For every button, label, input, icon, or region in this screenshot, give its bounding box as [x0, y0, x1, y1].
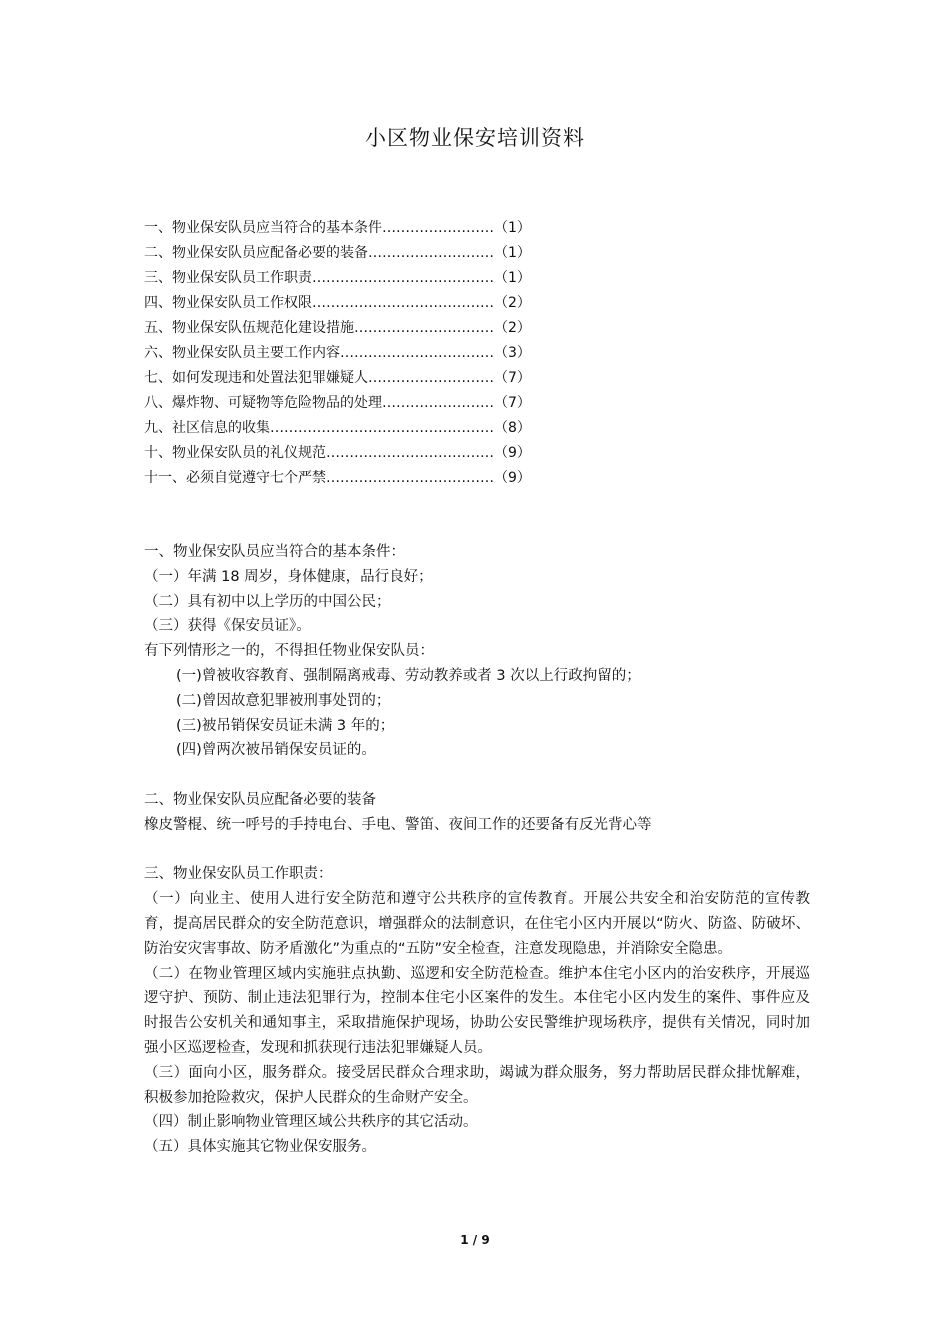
toc-entry[interactable]: 七、如何发现违和处置法犯罪嫌疑人………………………（7） [144, 370, 531, 386]
list-item: （二）具有初中以上学历的中国公民； [144, 593, 391, 610]
document-title: 小区物业保安培训资料 [365, 126, 585, 150]
toc-entry[interactable]: 五、物业保安队伍规范化建设措施…………………………（2） [144, 320, 531, 336]
document-body [144, 540, 810, 1160]
paragraph-gap [144, 838, 810, 863]
sub-list-item: (二)曾因故意犯罪被刑事处罚的； [176, 692, 391, 709]
toc-entry[interactable]: 一、物业保安队员应当符合的基本条件……………………（1） [144, 220, 531, 236]
page-number: 1 / 9 [460, 1233, 490, 1247]
paragraph-gap [144, 763, 810, 788]
list-item: （三）获得《保安员证》。 [144, 618, 311, 635]
list-item: （一）年满 18 周岁，身体健康，品行良好； [144, 568, 433, 585]
table-of-contents [144, 216, 804, 491]
paragraph: （四）制止影响物业管理区域公共秩序的其它活动。 [144, 1114, 478, 1131]
toc-entry[interactable]: 十、物业保安队员的礼仪规范………………………………（9） [144, 445, 531, 461]
section-heading: 一、物业保安队员应当符合的基本条件： [144, 544, 405, 560]
section-heading: 三、物业保安队员工作职责： [144, 866, 333, 883]
toc-entry[interactable]: 四、物业保安队员工作权限…………………………………（2） [144, 295, 531, 311]
paragraph: 橡皮警棍、统一呼号的手持电台、手电、警笛、夜间工作的还要备有反光背心等 [144, 816, 652, 833]
paragraph: （一）向业主、使用人进行安全防范和遵守公共秩序的宣传教育。开展公共安全和治安防范的宣传教育，提高居民群众的安全防范意识，增强群众的法制意识，在住宅小区内开展以“防火、防盗、防破坏、防治安灾害事故、防矛盾激化”为重点的“五防”安全检查，注意发现隐患，并消除安全隐患。 [144, 891, 810, 957]
toc-entry[interactable]: 六、物业保安队员主要工作内容……………………………（3） [144, 345, 531, 361]
toc-entry[interactable]: 三、物业保安队员工作职责…………………………………（1） [144, 270, 531, 286]
sub-list-item: (三)被吊销保安员证未满 3 年的； [176, 717, 395, 734]
sub-list-item: (四)曾两次被吊销保安员证的。 [176, 742, 376, 759]
paragraph: （二）在物业管理区域内实施驻点执勤、巡逻和安全防范检查。维护本住宅小区内的治安秩序，开展巡逻守护、预防、制止违法犯罪行为，控制本住宅小区案件的发生。本住宅小区内发生的案件、事件应及时报告公安机关和通知事主，采取措施保护现场，协助公安民警维护现场秩序，提供有关情况，同时加强小区巡逻检查，发现和抓获现行违法犯罪嫌疑人员。 [144, 965, 810, 1056]
toc-entry[interactable]: 八、爆炸物、可疑物等危险物品的处理……………………（7） [144, 395, 531, 411]
toc-entry[interactable]: 十一、必须自觉遵守七个严禁………………………………（9） [144, 470, 531, 486]
toc-entry[interactable]: 九、社区信息的收集…………………………………………（8） [144, 420, 531, 436]
paragraph: （三）面向小区，服务群众。接受居民群众合理求助，竭诚为群众服务，努力帮助居民群众排忧解难，积极参加抢险救灾，保护人民群众的生命财产安全。 [144, 1064, 810, 1106]
sub-heading: 有下列情形之一的，不得担任物业保安队员： [144, 643, 434, 660]
paragraph: （五）具体实施其它物业保安服务。 [144, 1139, 376, 1156]
toc-entry[interactable]: 二、物业保安队员应配备必要的装备………………………（1） [144, 245, 531, 261]
section-heading: 二、物业保安队员应配备必要的装备 [144, 791, 376, 808]
sub-list-item: (一)曾被收容教育、强制隔离戒毒、劳动教养或者 3 次以上行政拘留的； [176, 667, 641, 684]
